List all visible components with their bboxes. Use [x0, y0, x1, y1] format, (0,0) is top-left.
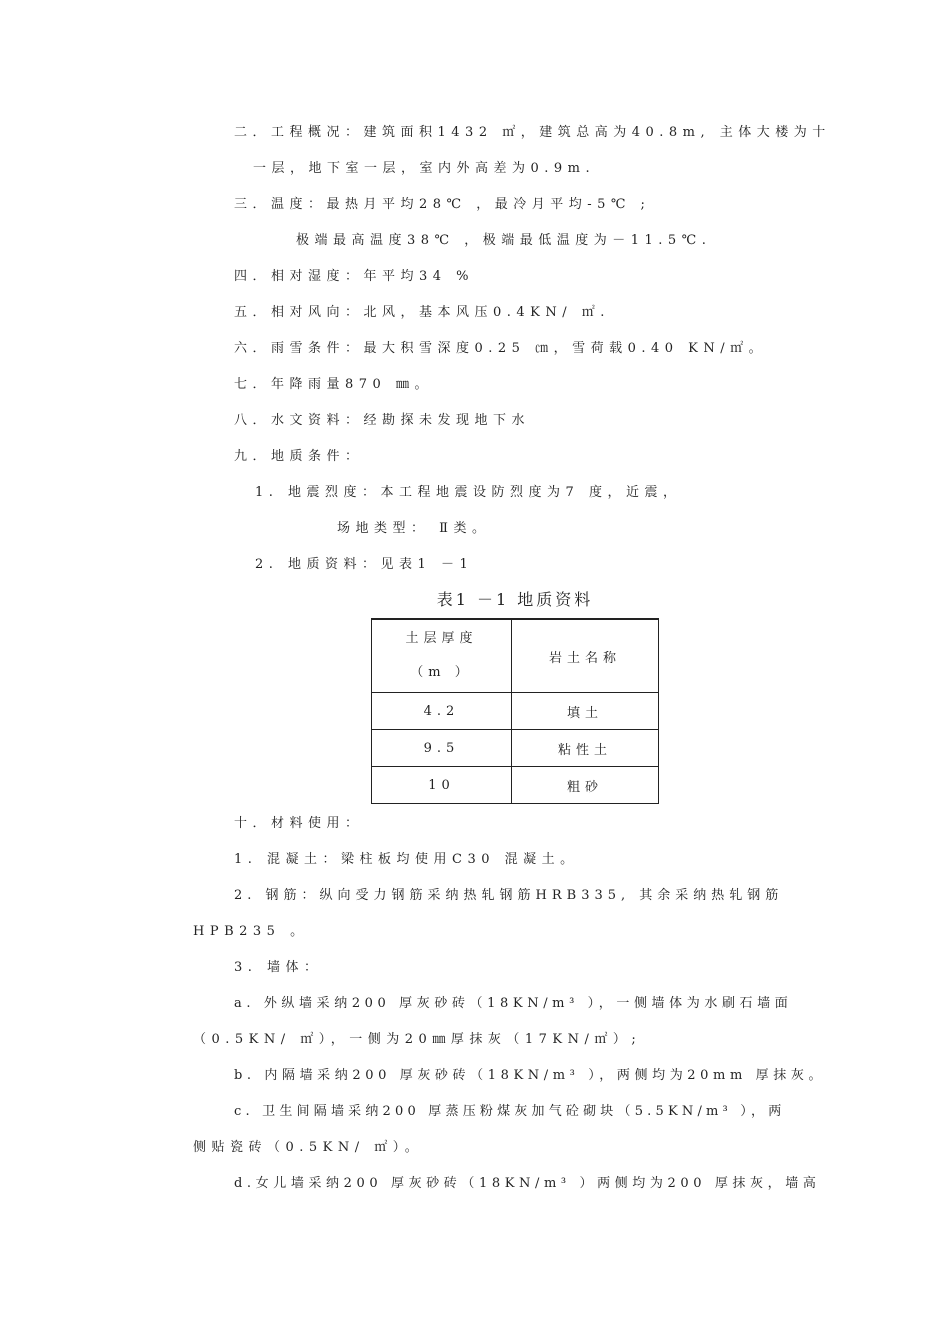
header-cell-name: 岩土名称 — [512, 619, 659, 693]
text-line: 三．温度：最热月平均28℃ ，最冷月平均-5℃ ; — [234, 197, 651, 212]
text-line: b. 内隔墙采纳200 厚灰砂砖（18KN/m³ ），两侧均为20mm 厚抹灰。 — [234, 1068, 827, 1083]
text-line: HPB235 。 — [193, 924, 309, 939]
cell-name: 粘性土 — [512, 730, 659, 767]
text-line: a. 外纵墙采纳200 厚灰砂砖（18KN/m³ ），一侧墙体为水刷石墙面 — [234, 996, 793, 1011]
text-line: 六．雨雪条件：最大积雪深度0.25 ㎝，雪荷载0.40 KN/㎡。 — [234, 341, 768, 356]
text-line: 3. 墙体： — [234, 960, 323, 975]
text-line: d.女儿墙采纳200 厚灰砂砖（18KN/m³ ）两侧均为200 厚抹灰，墙高 — [234, 1176, 821, 1191]
text-line: 1. 地震烈度：本工程地震设防烈度为7 度，近震， — [255, 485, 682, 500]
text-line: 场地类型： Ⅱ类。 — [337, 521, 491, 536]
table-header-row — [372, 619, 659, 693]
header-thickness-unit: （m ） — [410, 665, 473, 680]
header-thickness-label: 土层厚度 — [405, 631, 478, 646]
text-line: 二．工程概况：建筑面积1432 ㎡，建筑总高为40.8m, 主体大楼为十 — [234, 125, 831, 140]
text-line: 一层，地下室一层，室内外高差为0.9m. — [253, 161, 596, 176]
table-row — [372, 693, 659, 730]
cell-thickness: 9.5 — [372, 730, 512, 767]
text-line: c. 卫生间隔墙采纳200 厚蒸压粉煤灰加气砼砌块（5.5KN/m³ ），两 — [234, 1104, 786, 1119]
text-line: （0.5KN/ ㎡），一侧为20㎜厚抹灰（17KN/㎡）; — [193, 1032, 642, 1047]
text-line: 侧贴瓷砖（0.5KN/ ㎡）。 — [193, 1140, 424, 1155]
cell-name: 粗砂 — [512, 767, 659, 804]
text-line: 七．年降雨量870 ㎜。 — [234, 377, 433, 392]
text-line: 五．相对风向：北风，基本风压0.4KN/ ㎡. — [234, 305, 610, 320]
table-title: 表1 －1 地质资料 — [436, 590, 594, 609]
cell-thickness: 4.2 — [372, 693, 512, 730]
text-line: 四．相对湿度：年平均34 % — [234, 269, 475, 284]
text-line: 八．水文资料：经勘探未发现地下水 — [234, 413, 531, 428]
cell-thickness: 10 — [372, 767, 512, 804]
text-line: 1. 混凝土：梁柱板均使用C30 混凝土。 — [234, 852, 579, 867]
text-line: 十．材料使用： — [234, 816, 364, 831]
table-row — [372, 730, 659, 767]
geology-table — [371, 618, 659, 804]
cell-name: 填土 — [512, 693, 659, 730]
text-line: 极端最高温度38℃ ，极端最低温度为－11.5℃. — [296, 233, 712, 248]
text-line: 2. 钢筋：纵向受力钢筋采纳热轧钢筋HRB335, 其余采纳热轧钢筋 — [234, 888, 784, 903]
text-line: 九．地质条件： — [234, 449, 364, 464]
table-row — [372, 767, 659, 804]
text-line: 2. 地质资料：见表1 －1 — [255, 557, 474, 572]
header-cell-thickness — [372, 619, 512, 693]
